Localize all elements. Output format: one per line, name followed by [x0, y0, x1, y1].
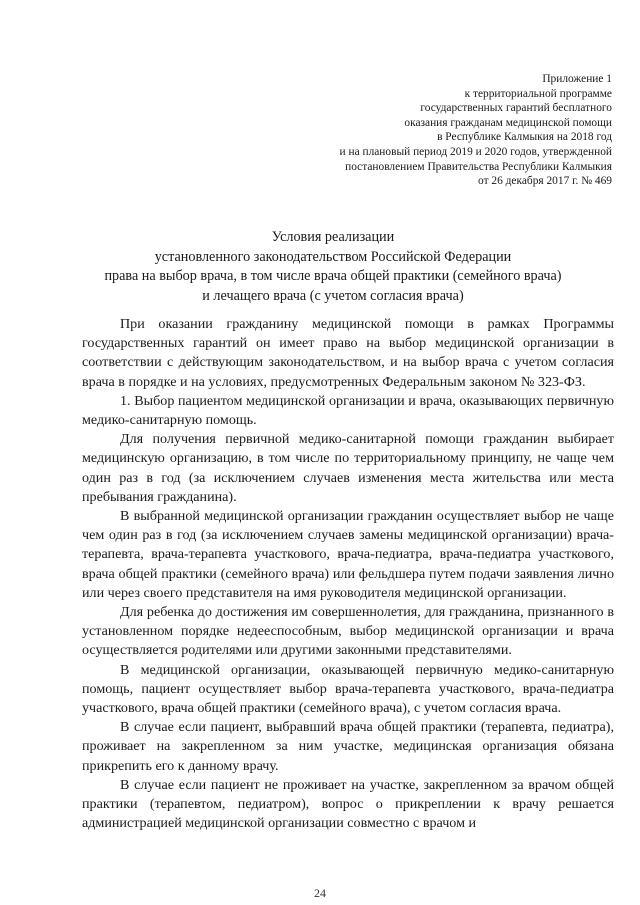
body-paragraph: 1. Выбор пациентом медицинской организации и врача, оказывающих первичную медико-санитарную помощь.	[82, 392, 614, 429]
body-paragraph: В случае если пациент не проживает на участке, закрепленном за врачом общей практики (терапевтом, педиатром), вопрос о прикреплении к врачу решается администрацией медицинской организации совместно с врачом и	[82, 776, 614, 832]
appendix-line: Приложение 1	[542, 73, 612, 85]
appendix-line: к территориальной программе	[464, 87, 612, 100]
appendix-line: оказания гражданам медицинской помощи	[404, 116, 612, 129]
body-paragraph: Для получения первичной медико-санитарной помощи гражданин выбирает медицинскую организацию, в том числе по территориальному принципу, не чаще чем один раз в год (за исключением случаев изменения места жительства или места пребывания гражданина).	[82, 431, 614, 505]
appendix-header	[252, 72, 612, 189]
document-body	[82, 315, 614, 833]
document-title	[60, 228, 606, 306]
appendix-line: постановлением Правительства Республики Калмыкия	[345, 160, 612, 173]
appendix-line: от 26 декабря 2017 г. № 469	[478, 175, 612, 188]
appendix-line: в Республике Калмыкия на 2018 год	[437, 131, 612, 144]
title-line: Условия реализации	[271, 229, 395, 245]
appendix-line: государственных гарантий бесплатного	[420, 102, 612, 115]
body-paragraph: В случае если пациент, выбравший врача общей практики (терапевта, педиатра), проживает на закрепленном за ним участке, медицинская организация обязана прикрепить его к данному врачу.	[82, 719, 614, 774]
body-paragraph: В выбранной медицинской организации гражданин осуществляет выбор не чаще чем один раз в год (за исключением случаев замены медицинской организации) врача-терапевта, врача-терапевта участкового, врача-педиатра, врача-педиатра участкового, врача общей практики (семейного врача) или фельдшера путем подачи заявления лично или через своего представителя на имя руководителя медицинской организации.	[82, 508, 614, 601]
body-paragraph: В медицинской организации, оказывающей первичную медико-санитарную помощь, пациент осуществляет выбор врача-терапевта участкового, врача-педиатра участкового, врача общей практики (семейного врача), с учетом согласия врача.	[82, 661, 614, 717]
title-line: и лечащего врача (с учетом согласия врача)	[202, 287, 464, 304]
title-line: установленного законодательством Российской Федерации	[154, 248, 512, 265]
appendix-line: и на плановый период 2019 и 2020 годов, утвержденной	[339, 145, 612, 158]
body-paragraph: При оказании гражданину медицинской помощи в рамках Программы государственных гарантий он имеет право на выбор медицинской организации в соответствии с действующим законодательством, и на выбор врача с учетом согласия врача в порядке и на условиях, предусмотренных Федеральным законом № 323-ФЗ.	[82, 316, 614, 390]
page-number: 24	[314, 886, 326, 900]
body-paragraph: Для ребенка до достижения им совершеннолетия, для гражданина, признанного в установленном порядке недееспособным, выбор медицинской организации и врача осуществляется родителями или другими законными представителями.	[82, 604, 614, 659]
title-line: права на выбор врача, в том числе врача общей практики (семейного врача)	[104, 268, 562, 285]
